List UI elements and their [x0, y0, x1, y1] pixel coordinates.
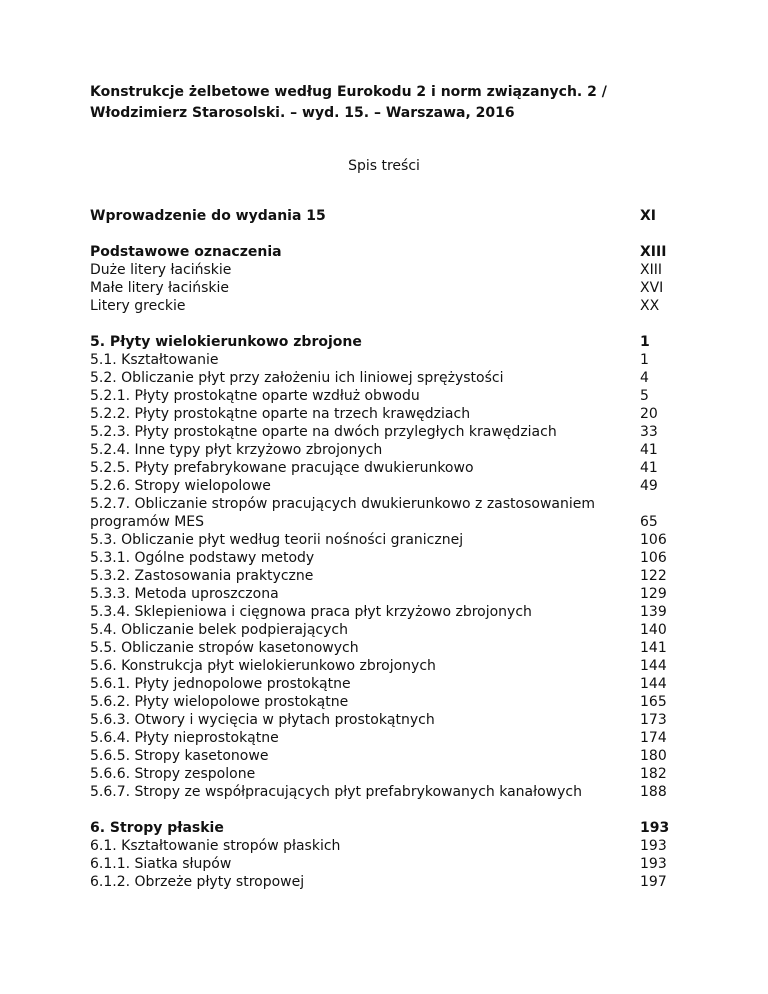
toc-entry [90, 459, 710, 477]
bibliographic-record [90, 82, 690, 124]
toc-entry [90, 855, 710, 873]
toc-entry-page: 193 [640, 820, 670, 836]
toc-entry [90, 351, 710, 369]
toc-entry [90, 693, 710, 711]
toc-entry-page: 106 [640, 550, 667, 566]
toc-entry-title: 5.2.5. Płyty prefabrykowane pracujące dwukierunkowo [90, 460, 474, 476]
toc-entry-page: 174 [640, 730, 667, 746]
toc-entry-title: 5.6.2. Płyty wielopolowe prostokątne [90, 694, 349, 710]
toc-entry [90, 837, 710, 855]
toc-entry [90, 297, 710, 315]
toc-entry-page: 41 [640, 460, 658, 476]
bibliographic-line: Włodzimierz Starosolski. – wyd. 15. – Warszawa, 2016 [90, 105, 515, 121]
toc-entry-title: 6.1.2. Obrzeże płyty stropowej [90, 874, 305, 890]
toc-entry [90, 567, 710, 585]
table-of-contents [90, 207, 710, 909]
toc-entry-title: 5.2.2. Płyty prostokątne oparte na trzech krawędziach [90, 406, 471, 422]
toc-entry-title: 5.6.3. Otwory i wycięcia w płytach prostokątnych [90, 712, 435, 728]
toc-section-intro [90, 207, 710, 225]
toc-entry [90, 207, 710, 225]
toc-entry-title: Wprowadzenie do wydania 15 [90, 208, 326, 224]
toc-section-chapter-6 [90, 819, 710, 891]
toc-section-chapter-5 [90, 333, 710, 801]
toc-entry-title: Duże litery łacińskie [90, 262, 232, 278]
toc-entry [90, 369, 710, 387]
toc-entry-page: 197 [640, 874, 667, 890]
toc-entry-page: 41 [640, 442, 658, 458]
toc-entry-page: 144 [640, 658, 667, 674]
toc-entry [90, 729, 710, 747]
toc-entry [90, 279, 710, 297]
toc-entry-page: XX [640, 298, 660, 314]
toc-entry-page: 144 [640, 676, 667, 692]
toc-entry-title: 5.3.4. Sklepieniowa i cięgnowa praca płyt krzyżowo zbrojonych [90, 604, 532, 620]
toc-entry-page: 188 [640, 784, 667, 800]
toc-entry-title: 5.3. Obliczanie płyt według teorii nośności granicznej [90, 532, 464, 548]
toc-entry [90, 405, 710, 423]
toc-entry [90, 585, 710, 603]
toc-entry-title: 5.2. Obliczanie płyt przy założeniu ich liniowej sprężystości [90, 370, 504, 386]
toc-entry-page: 129 [640, 586, 667, 602]
toc-chapter-entry [90, 819, 710, 837]
toc-entry-title: 5.6.4. Płyty nieprostokątne [90, 730, 279, 746]
toc-chapter-entry [90, 243, 710, 261]
toc-entry-page: 65 [640, 514, 658, 530]
toc-entry-page: 4 [640, 370, 649, 386]
toc-entry [90, 873, 710, 891]
toc-entry-page: XIII [640, 262, 662, 278]
toc-entry-title: 5.2.3. Płyty prostokątne oparte na dwóch przyległych krawędziach [90, 424, 557, 440]
toc-entry [90, 261, 710, 279]
toc-entry [90, 675, 710, 693]
toc-entry [90, 477, 710, 495]
toc-entry-title: 5.6.5. Stropy kasetonowe [90, 748, 269, 764]
toc-entry-title: 5.2.1. Płyty prostokątne oparte wzdłuż obwodu [90, 388, 420, 404]
toc-entry [90, 531, 710, 549]
toc-entry-page: 49 [640, 478, 658, 494]
toc-entry [90, 603, 710, 621]
toc-entry-page: 173 [640, 712, 667, 728]
toc-entry-title: 5.3.1. Ogólne podstawy metody [90, 550, 315, 566]
toc-entry-title: 6. Stropy płaskie [90, 820, 224, 836]
toc-section-notation [90, 243, 710, 315]
toc-entry-page: 193 [640, 838, 667, 854]
toc-entry-page: 193 [640, 856, 667, 872]
toc-entry [90, 783, 710, 801]
toc-entry [90, 621, 710, 639]
toc-chapter-entry [90, 333, 710, 351]
toc-entry [90, 441, 710, 459]
toc-entry-page: 182 [640, 766, 667, 782]
toc-entry-title: 5.4. Obliczanie belek podpierających [90, 622, 348, 638]
toc-entry-title: Litery greckie [90, 298, 186, 314]
toc-entry-title: 5.2.4. Inne typy płyt krzyżowo zbrojonych [90, 442, 383, 458]
toc-entry-title: 5. Płyty wielokierunkowo zbrojone [90, 334, 362, 350]
toc-entry [90, 711, 710, 729]
toc-entry-page: 180 [640, 748, 667, 764]
toc-entry-title: 5.6.6. Stropy zespolone [90, 766, 256, 782]
toc-entry-title: 5.5. Obliczanie stropów kasetonowych [90, 640, 359, 656]
toc-entry-page: 141 [640, 640, 667, 656]
toc-entry-title: 5.3.2. Zastosowania praktyczne [90, 568, 314, 584]
toc-entry-page: 5 [640, 388, 649, 404]
toc-entry-page: 140 [640, 622, 667, 638]
bibliographic-line: Konstrukcje żelbetowe według Eurokodu 2 i norm związanych. 2 / [90, 84, 607, 100]
toc-entry [90, 639, 710, 657]
toc-entry-title: 5.2.6. Stropy wielopolowe [90, 478, 271, 494]
toc-entry-page: 20 [640, 406, 658, 422]
toc-entry-page: 33 [640, 424, 658, 440]
page-title: Spis treści [348, 158, 420, 174]
toc-entry-title: 6.1. Kształtowanie stropów płaskich [90, 838, 341, 854]
toc-entry-page: 139 [640, 604, 667, 620]
toc-entry-title: 5.3.3. Metoda uproszczona [90, 586, 279, 602]
toc-entry-title: 5.6. Konstrukcja płyt wielokierunkowo zbrojonych [90, 658, 436, 674]
toc-entry-title: 5.1. Kształtowanie [90, 352, 219, 368]
toc-entry-page: 1 [640, 334, 650, 350]
toc-entry-page: 1 [640, 352, 649, 368]
toc-entry-title: Podstawowe oznaczenia [90, 244, 282, 260]
toc-entry-title: 6.1.1. Siatka słupów [90, 856, 232, 872]
toc-entry-page: XI [640, 208, 657, 224]
toc-entry [90, 549, 710, 567]
toc-entry [90, 765, 710, 783]
toc-entry-page: 106 [640, 532, 667, 548]
toc-entry-page: 165 [640, 694, 667, 710]
toc-entry [90, 495, 710, 531]
toc-entry-page: XVI [640, 280, 664, 296]
toc-entry-title: 5.6.1. Płyty jednopolowe prostokątne [90, 676, 351, 692]
toc-entry-page: 122 [640, 568, 667, 584]
toc-entry [90, 747, 710, 765]
toc-entry [90, 657, 710, 675]
toc-entry-title: Małe litery łacińskie [90, 280, 229, 296]
toc-entry [90, 423, 710, 441]
toc-entry-title: 5.2.7. Obliczanie stropów pracujących dwukierunkowo z zastosowaniem programów MES [90, 496, 596, 530]
toc-entry-page: XIII [640, 244, 667, 260]
toc-entry [90, 387, 710, 405]
toc-entry-title: 5.6.7. Stropy ze współpracujących płyt prefabrykowanych kanałowych [90, 784, 582, 800]
